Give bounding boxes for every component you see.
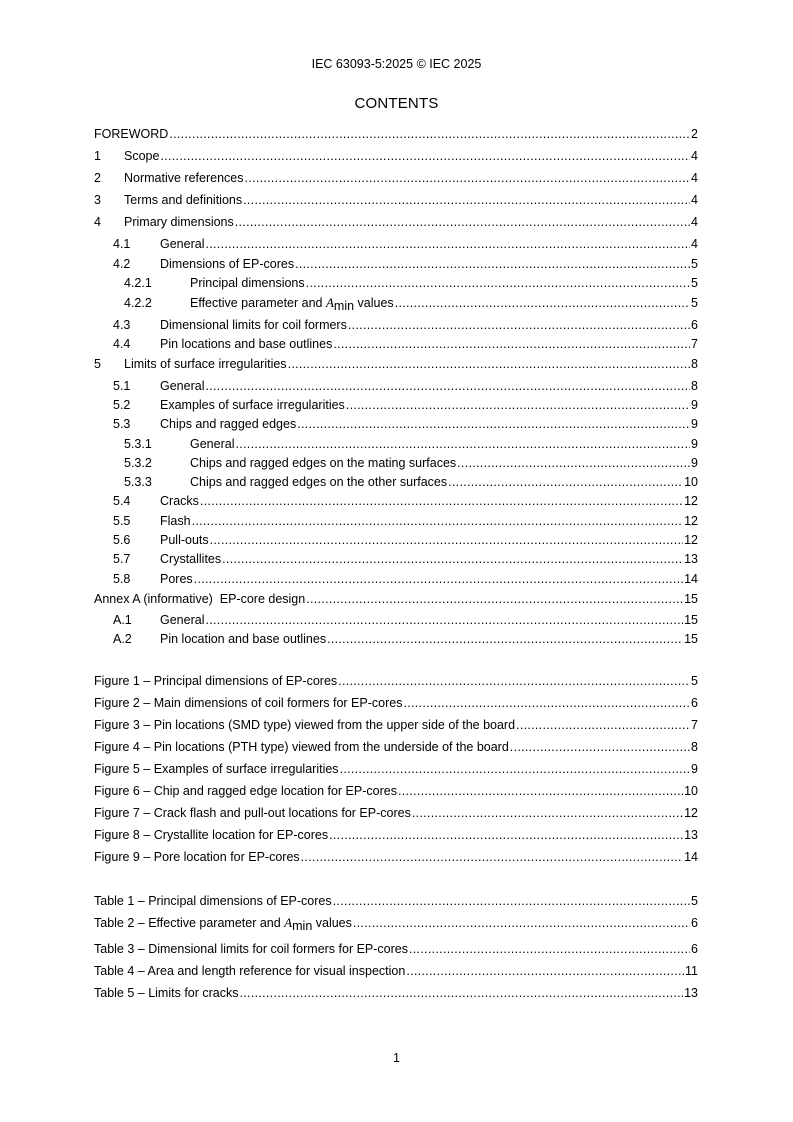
- figure-entry-label: Figure 3 – Pin locations (SMD type) viewed from the upper side of the board: [94, 718, 516, 732]
- table-entry-page: 6: [691, 942, 698, 956]
- page-number: 1: [393, 1051, 400, 1065]
- toc-entry-a-1[interactable]: [94, 612, 698, 628]
- toc-entry-5-7[interactable]: [94, 551, 698, 567]
- figure-entry-page: 14: [684, 850, 698, 864]
- table-entry-3[interactable]: [94, 941, 698, 957]
- toc-entry-number: 5.3.2: [124, 456, 152, 470]
- toc-entry-number: 2: [94, 171, 101, 185]
- figure-entry-page: 6: [691, 696, 698, 710]
- toc-entry-label: Chips and ragged edges on the mating surfaces: [190, 456, 457, 470]
- toc-entry-number: 5.1: [113, 379, 131, 393]
- table-entry-label: Table 4 – Area and length reference for visual inspection: [94, 964, 406, 978]
- toc-entry-label: Pull-outs: [160, 533, 209, 547]
- toc-entry-label: General: [190, 437, 235, 451]
- toc-entry-5-5[interactable]: [94, 513, 698, 529]
- toc-entry-number: 3: [94, 193, 101, 207]
- table-entry-2[interactable]: [94, 915, 698, 934]
- toc-entry-page: 4: [691, 171, 698, 185]
- toc-entry-page: 2: [691, 127, 698, 141]
- toc-entry-page: 8: [691, 379, 698, 393]
- table-entry-label: Table 3 – Dimensional limits for coil formers for EP-cores: [94, 942, 408, 956]
- toc-entry-page: 4: [691, 193, 698, 207]
- toc-entry-foreword[interactable]: [94, 126, 698, 142]
- toc-entry-label: Principal dimensions: [190, 276, 305, 290]
- figure-entry-label: Figure 4 – Pin locations (PTH type) viewed from the underside of the board: [94, 740, 509, 754]
- toc-entry-label: Examples of surface irregularities: [160, 398, 345, 412]
- figure-entry-page: 12: [684, 806, 698, 820]
- toc-entry-5-3-3[interactable]: [94, 474, 698, 490]
- a-min-symbol: A: [325, 295, 334, 310]
- toc-entry-label: Dimensional limits for coil formers: [160, 318, 347, 332]
- figure-entry-3[interactable]: [94, 717, 698, 733]
- figure-entry-7[interactable]: [94, 805, 698, 821]
- toc-entry-5-3[interactable]: [94, 416, 698, 432]
- toc-entry-number: 4.2: [113, 257, 131, 271]
- table-entry-page: 13: [684, 986, 698, 1000]
- toc-entry-page: 6: [691, 318, 698, 332]
- toc-entry-label: General: [160, 613, 205, 627]
- toc-entry-label: Pin locations and base outlines: [160, 337, 333, 351]
- toc-entry-5-6[interactable]: [94, 532, 698, 548]
- toc-entry-number: A.2: [113, 632, 132, 646]
- toc-entry-page: 4: [691, 237, 698, 251]
- figure-entry-8[interactable]: [94, 827, 698, 843]
- table-entry-label: Table 5 – Limits for cracks: [94, 986, 239, 1000]
- toc-entry-a-2[interactable]: [94, 631, 698, 647]
- toc-entry-page: 13: [684, 552, 698, 566]
- toc-entry-5-2[interactable]: [94, 397, 698, 413]
- table-entry-page: 5: [691, 894, 698, 908]
- toc-entry-page: 9: [691, 417, 698, 431]
- toc-entry-2[interactable]: [94, 170, 698, 186]
- toc-entry-number: 5.2: [113, 398, 131, 412]
- toc-entry-4-2-1[interactable]: [94, 275, 698, 291]
- toc-entry-number: 5.4: [113, 494, 131, 508]
- toc-entry-4-1[interactable]: [94, 236, 698, 252]
- toc-entry-5-3-1[interactable]: [94, 436, 698, 452]
- toc-entry-page: 15: [684, 632, 698, 646]
- toc-entry-page: 15: [684, 592, 698, 606]
- figure-entry-page: 8: [691, 740, 698, 754]
- toc-entry-number: 5: [94, 357, 101, 371]
- figure-entry-4[interactable]: [94, 739, 698, 755]
- toc-entry-number: 5.3: [113, 417, 131, 431]
- toc-entry-number: 5.6: [113, 533, 131, 547]
- toc-entry-number: 4.3: [113, 318, 131, 332]
- figure-entry-page: 10: [684, 784, 698, 798]
- table-entry-4[interactable]: [94, 963, 698, 979]
- figure-entry-label: Figure 6 – Chip and ragged edge location for EP-cores: [94, 784, 397, 798]
- toc-entry-label: Scope: [124, 149, 160, 163]
- toc-entry-page: 5: [691, 257, 698, 271]
- toc-entry-page: 12: [684, 494, 698, 508]
- toc-entry-4-2[interactable]: [94, 256, 698, 272]
- toc-entry-5-8[interactable]: [94, 571, 698, 587]
- toc-entry-number: 4.4: [113, 337, 131, 351]
- toc-entry-page: 9: [691, 456, 698, 470]
- toc-entry-label: Flash: [160, 514, 191, 528]
- figure-entry-page: 9: [691, 762, 698, 776]
- toc-entry-label: General: [160, 237, 205, 251]
- toc-entry-label: Pin location and base outlines: [160, 632, 327, 646]
- toc-entry-page: 5: [691, 296, 698, 310]
- table-entry-page: 11: [685, 964, 698, 978]
- toc-entry-number: 5.3.1: [124, 437, 152, 451]
- toc-entry-label: Chips and ragged edges: [160, 417, 297, 431]
- toc-entry-label: General: [160, 379, 205, 393]
- toc-entry-label: Cracks: [160, 494, 199, 508]
- toc-entry-number: 4.1: [113, 237, 131, 251]
- toc-entry-label: Chips and ragged edges on the other surfaces: [190, 475, 448, 489]
- toc-entry-label: Pores: [160, 572, 193, 586]
- table-entry-page: 6: [691, 916, 698, 930]
- toc-entry-page: 4: [691, 149, 698, 163]
- figure-entry-label: Figure 2 – Main dimensions of coil formers for EP-cores: [94, 696, 403, 710]
- toc-entry-4-4[interactable]: [94, 336, 698, 352]
- toc-entry-label: FOREWORD: [94, 127, 169, 141]
- toc-entry-label: Normative references: [124, 171, 244, 185]
- toc-entry-page: 5: [691, 276, 698, 290]
- figure-entry-label: Figure 9 – Pore location for EP-cores: [94, 850, 300, 864]
- toc-entry-number: 5.7: [113, 552, 131, 566]
- toc-entry-number: A.1: [113, 613, 132, 627]
- figure-entry-9[interactable]: [94, 849, 698, 865]
- toc-entry-number: 1: [94, 149, 101, 163]
- a-min-symbol: A: [284, 915, 293, 930]
- page-header: IEC 63093-5:2025 © IEC 2025: [311, 57, 482, 71]
- toc-entry-4-3[interactable]: [94, 317, 698, 333]
- toc-entry-label: Effective parameter and Amin values: [190, 295, 394, 313]
- toc-entry-label: Annex A (informative) EP-core design: [94, 592, 306, 606]
- toc-entry-annex-a[interactable]: [94, 591, 698, 607]
- toc-entry-page: 4: [691, 215, 698, 229]
- toc-entry-3[interactable]: [94, 192, 698, 208]
- table-entry-1[interactable]: [94, 893, 698, 909]
- page-title: CONTENTS: [354, 95, 439, 112]
- toc-entry-number: 5.8: [113, 572, 131, 586]
- figure-entry-label: Figure 8 – Crystallite location for EP-cores: [94, 828, 329, 842]
- figure-entry-6[interactable]: [94, 783, 698, 799]
- table-entry-label: Table 2 – Effective parameter and Amin values: [94, 915, 352, 933]
- toc-entry-4[interactable]: [94, 214, 698, 230]
- figure-entry-page: 5: [691, 674, 698, 688]
- toc-entry-number: 5.3.3: [124, 475, 152, 489]
- toc-entry-page: 12: [684, 514, 698, 528]
- figure-entry-label: Figure 1 – Principal dimensions of EP-cores: [94, 674, 338, 688]
- figure-entry-5[interactable]: [94, 761, 698, 777]
- figure-entry-1[interactable]: [94, 673, 698, 689]
- toc-entry-label: Dimensions of EP-cores: [160, 257, 295, 271]
- toc-entry-label: Primary dimensions: [124, 215, 234, 229]
- toc-entry-label: Crystallites: [160, 552, 222, 566]
- toc-entry-page: 9: [691, 437, 698, 451]
- toc-entry-4-2-2[interactable]: [94, 295, 698, 314]
- table-entry-5[interactable]: [94, 985, 698, 1001]
- toc-entry-5[interactable]: [94, 356, 698, 372]
- figure-entry-page: 7: [691, 718, 698, 732]
- toc-entry-page: 8: [691, 357, 698, 371]
- toc-entry-1[interactable]: [94, 148, 698, 164]
- toc-entry-page: 9: [691, 398, 698, 412]
- figure-entry-page: 13: [684, 828, 698, 842]
- figure-entry-label: Figure 7 – Crack flash and pull-out locations for EP-cores: [94, 806, 411, 820]
- toc-entry-5-4[interactable]: [94, 493, 698, 509]
- toc-entry-page: 10: [684, 475, 698, 489]
- toc-entry-number: 4.2.1: [124, 276, 152, 290]
- figure-entry-2[interactable]: [94, 695, 698, 711]
- toc-entry-number: 5.5: [113, 514, 131, 528]
- toc-entry-5-3-2[interactable]: [94, 455, 698, 471]
- toc-entry-label: Terms and definitions: [124, 193, 243, 207]
- figure-entry-label: Figure 5 – Examples of surface irregularities: [94, 762, 339, 776]
- table-entry-label: Table 1 – Principal dimensions of EP-cores: [94, 894, 332, 908]
- toc-entry-page: 7: [691, 337, 698, 351]
- toc-entry-page: 12: [684, 533, 698, 547]
- toc-entry-number: 4: [94, 215, 101, 229]
- toc-entry-page: 14: [684, 572, 698, 586]
- toc-entry-number: 4.2.2: [124, 296, 152, 310]
- toc-entry-5-1[interactable]: [94, 378, 698, 394]
- toc-entry-page: 15: [684, 613, 698, 627]
- toc-entry-label: Limits of surface irregularities: [124, 357, 287, 371]
